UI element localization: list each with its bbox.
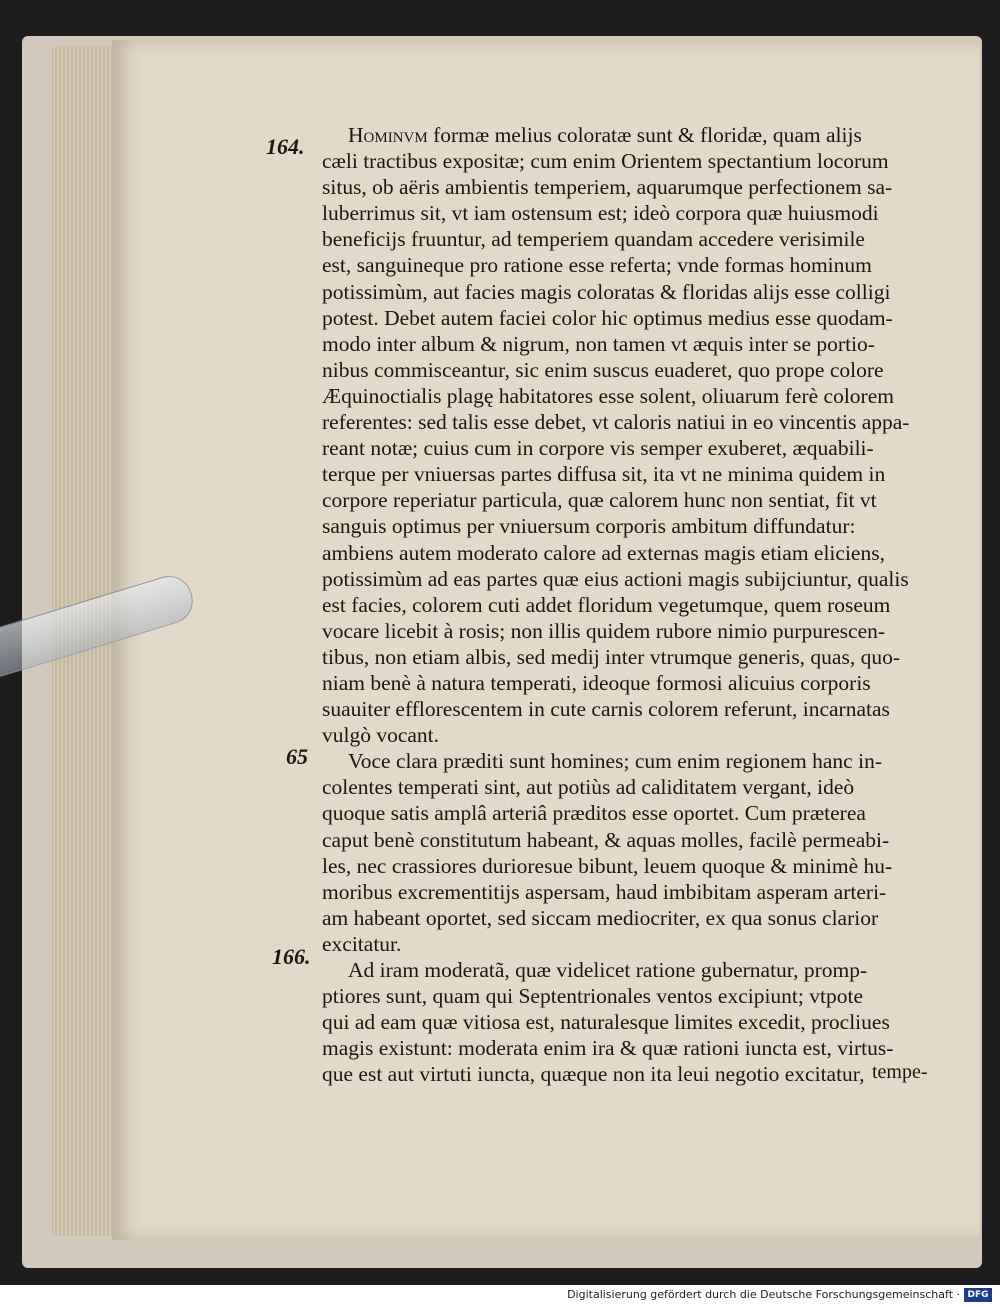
paragraph-1 (322, 122, 952, 748)
line: Ad iram moderatã, quæ videlicet ratione gubernatur, promp- (348, 958, 868, 982)
line (322, 122, 952, 148)
line: cæli tractibus expositæ; cum enim Orientem spectantium locorum (322, 149, 889, 174)
line: colentes temperati sint, aut potiùs ad caliditatem vergant, ideò (322, 775, 855, 800)
paragraph-2 (322, 748, 952, 957)
line: niam benè à natura temperati, ideoque formosi alicuius corporis (322, 670, 871, 695)
line: tibus, non etiam albis, sed medij inter vtrumque generis, quas, quo- (322, 644, 901, 669)
line: terque per vniuersas partes diffusa sit, ita vt ne minima quidem in (322, 462, 886, 487)
line: quoque satis amplâ arteriâ præditos esse oportet. Cum præterea (322, 801, 866, 826)
line: Voce clara præditi sunt homines; cum enim regionem hanc in- (348, 749, 882, 774)
line: potissimùm ad eas partes quæ eius actioni magis subijciuntur, qualis (322, 566, 909, 591)
footer-credit: Digitalisierung gefördert durch die Deutsche Forschungsgemeinschaft · (567, 1288, 960, 1301)
lead-word: Hominvm (348, 123, 428, 147)
line: est facies, colorem cuti addet floridum vegetumque, quem roseum (322, 592, 891, 617)
line: modo inter album & nigrum, non tamen vt æquis inter se portio- (322, 331, 875, 356)
line: luberrimus sit, vt iam ostensum est; ideò corpora quæ huiusmodi (322, 201, 879, 226)
margin-number-164: 164. (266, 134, 305, 159)
line: les, nec crassiores durioresue bibunt, leuem quoque & minimè hu- (322, 853, 893, 878)
line: vulgò vocant. (322, 723, 440, 748)
line: ptiores sunt, quam qui Septentrionales ventos excipiunt; vtpote (322, 984, 863, 1009)
margin-number-65: 65 (286, 744, 308, 769)
catchword: tempe- (872, 1061, 928, 1083)
line: excitatur. (322, 931, 402, 956)
line: nibus commisceantur, sic enim suscus euaderet, quo prope colore (322, 357, 884, 382)
line: potest. Debet autem faciei color hic optimus medius esse quodam- (322, 305, 893, 330)
margin-number-166: 166. (272, 944, 311, 969)
paragraph-3 (322, 957, 952, 1087)
line: referentes: sed talis esse debet, vt caloris natiui in eo vincentis appa- (322, 410, 910, 435)
line: situs, ob aëris ambientis temperiem, aquarumque perfectionem sa- (322, 175, 893, 200)
dfg-logo-icon: DFG (964, 1288, 992, 1302)
line: moribus excrementitijs aspersam, haud imbibitam asperam arteri- (322, 879, 887, 904)
line: magis existunt: moderata enim ira & quæ rationi iuncta est, virtus- (322, 1036, 894, 1061)
line: am habeant oportet, sed siccam mediocriter, ex qua sonus clarior (322, 905, 879, 930)
line: corpore reperiatur particula, quæ calorem hunc non sentiat, fit vt (322, 488, 877, 513)
line: qui ad eam quæ vitiosa est, naturalesque limites excedit, procliues (322, 1010, 890, 1035)
line: est, sanguineque pro ratione esse referta; vnde formas hominum (322, 253, 872, 278)
line: Æquinoctialis plagę habitatores esse solent, oliuarum ferè colorem (322, 383, 894, 408)
line: sanguis optimus per vniuersum corporis ambitum diffundatur: (322, 514, 856, 539)
line: beneficijs fruuntur, ad temperiem quandam accedere verisimile (322, 227, 865, 252)
footer-bar (0, 1285, 1000, 1307)
line: potissimùm, aut facies magis coloratas & floridas alijs esse colligi (322, 279, 891, 304)
line: reant notæ; cuius cum in corpore vis semper exuberet, æquabili- (322, 436, 874, 461)
line: que est aut virtuti iuncta, quæque non ita leui negotio excitatur, (322, 1062, 865, 1087)
line: vocare licebit à rosis; non illis quidem rubore nimio purpurescen- (322, 618, 886, 643)
body-text (322, 122, 952, 1087)
line: suauiter efflorescentem in cute carnis colorem referunt, incarnatas (322, 697, 890, 722)
line: caput benè constitutum habeant, & aquas molles, facilè permeabi- (322, 827, 890, 852)
line-text: formæ melius coloratæ sunt & floridæ, quam alijs (427, 123, 862, 147)
line: ambiens autem moderato calore ad externas magis etiam eliciens, (322, 540, 885, 565)
